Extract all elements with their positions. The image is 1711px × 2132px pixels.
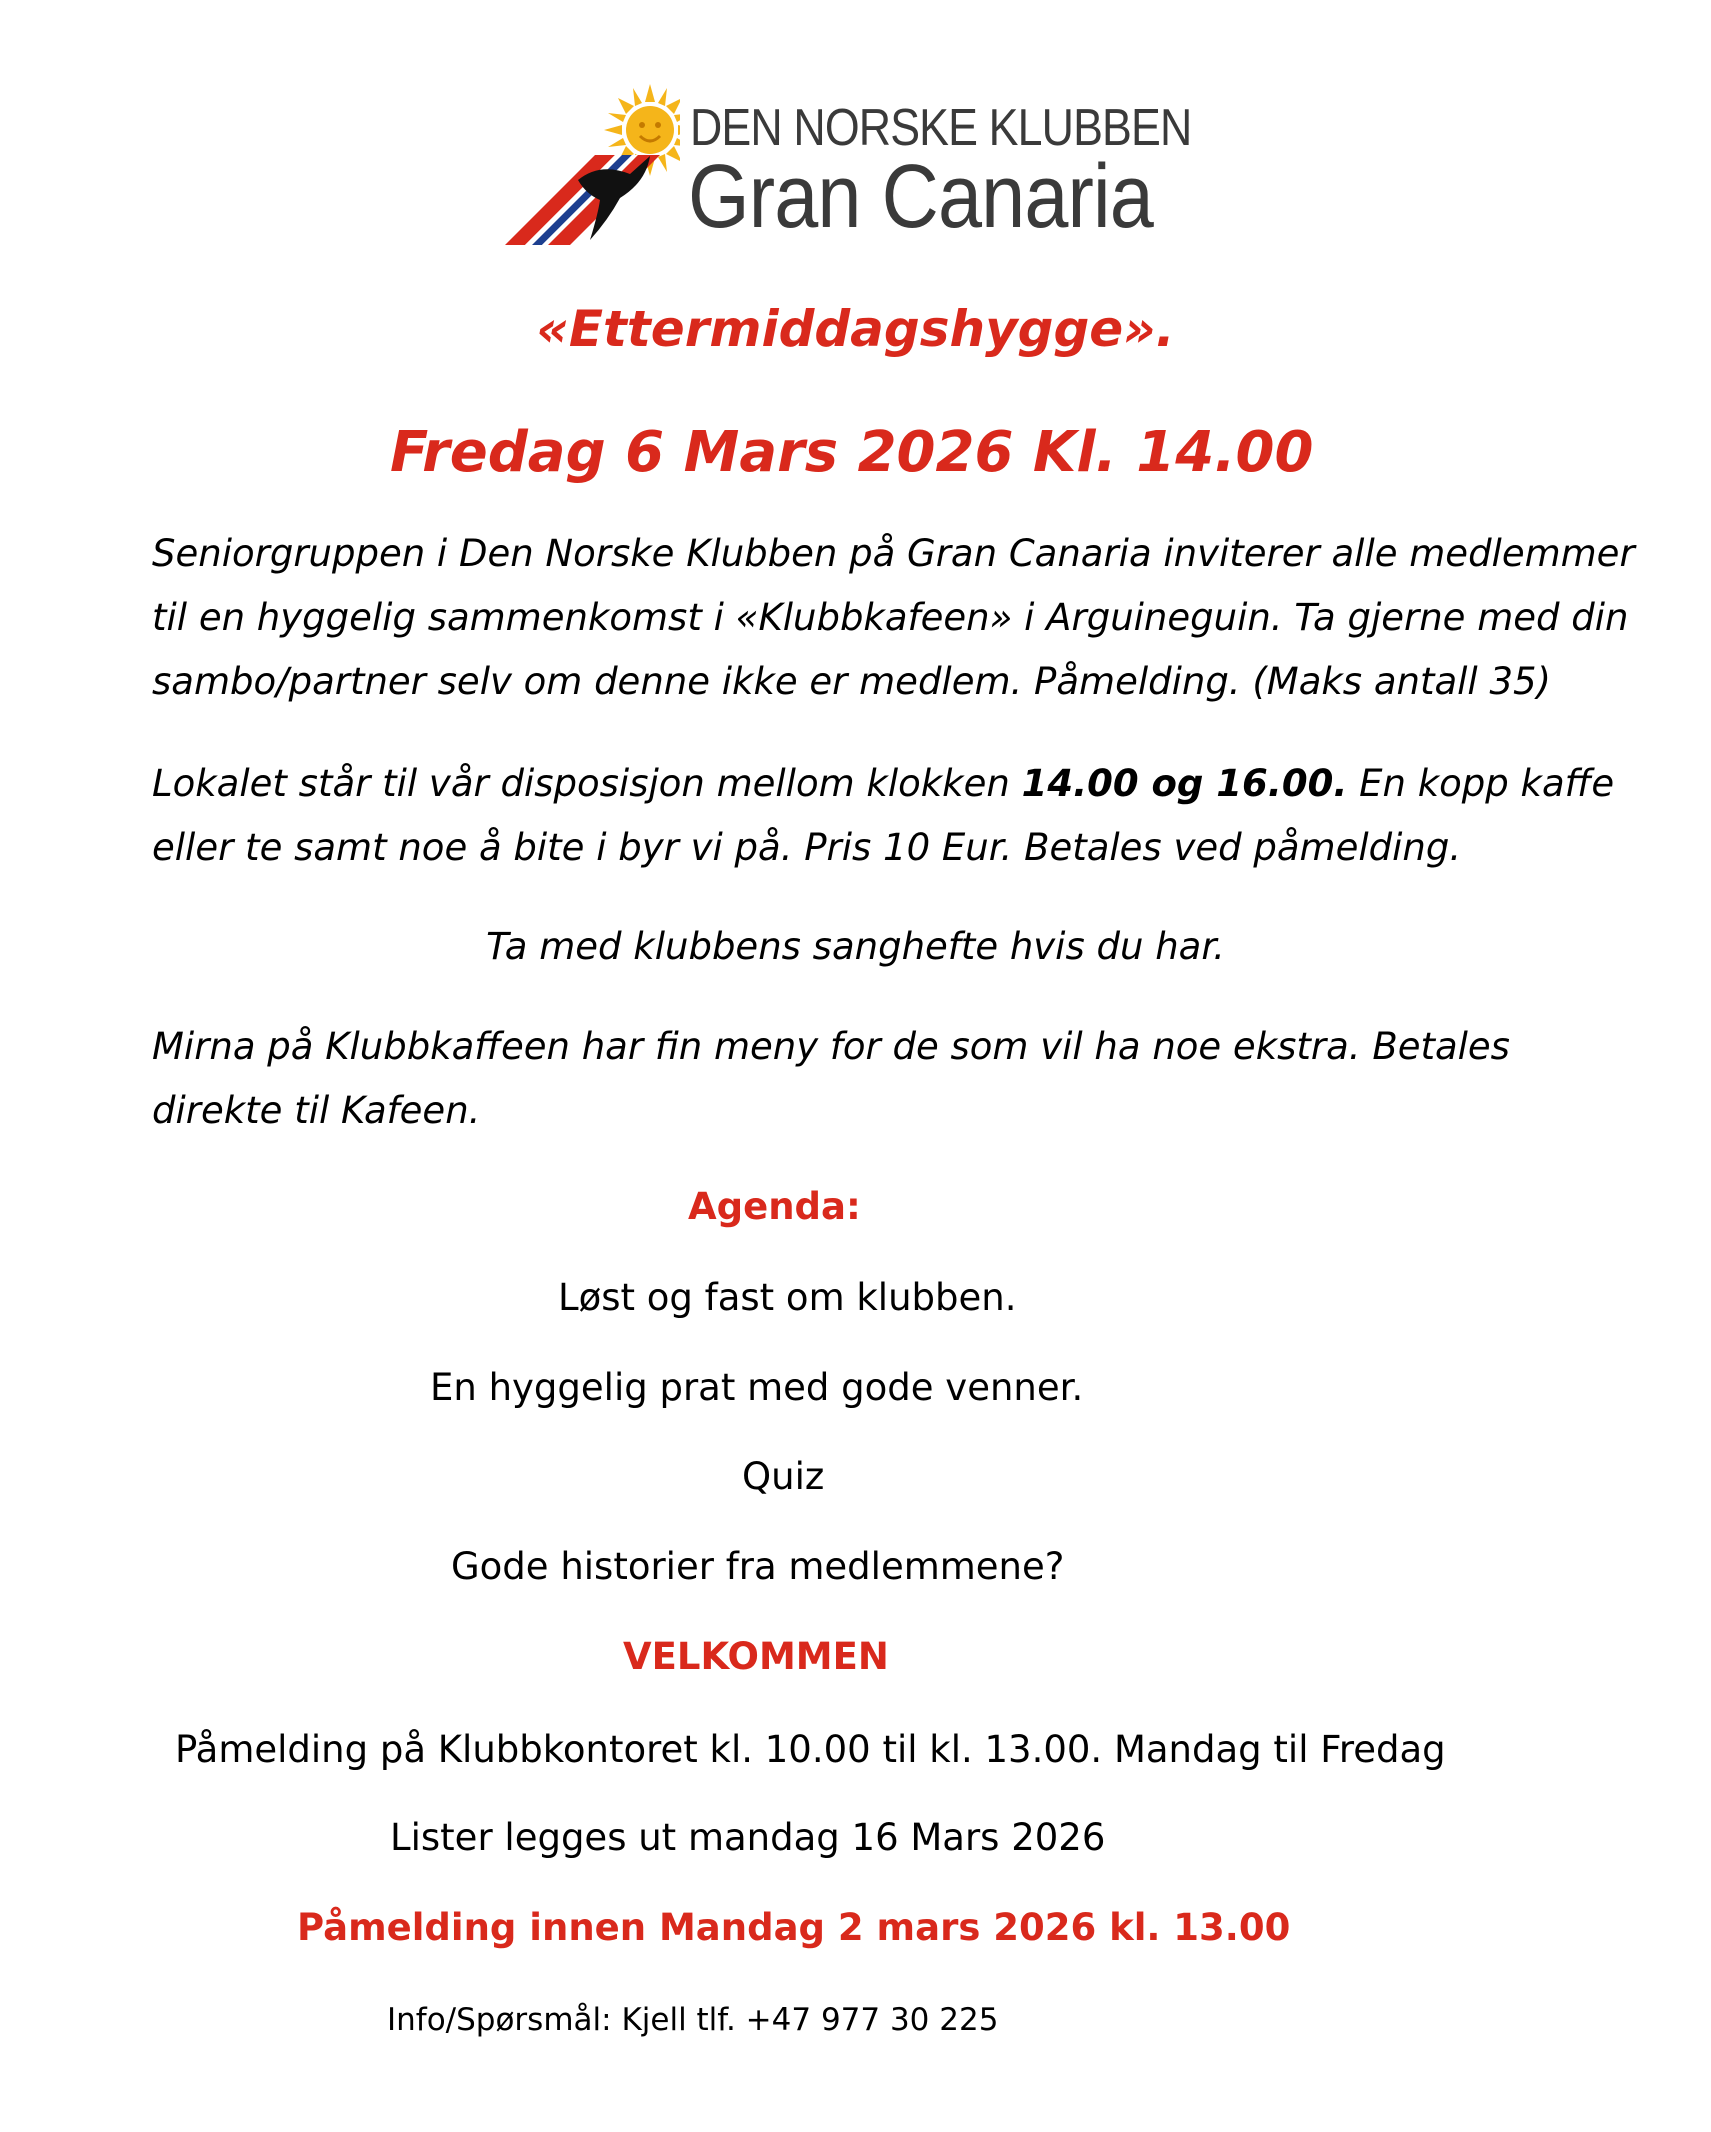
agenda-heading: Agenda:: [688, 1185, 861, 1228]
agenda-item: En hyggelig prat med gode venner.: [430, 1366, 1084, 1409]
registration-info: Påmelding på Klubbkontoret kl. 10.00 til kl. 13.00. Mandag til Fredag: [175, 1728, 1446, 1771]
registration-deadline: Påmelding innen Mandag 2 mars 2026 kl. 13.00: [297, 1906, 1291, 1949]
venue-text-before: Lokalet står til vår disposisjon mellom klokken: [152, 762, 1022, 805]
agenda-item: Quiz: [742, 1455, 825, 1498]
logo-club-name: DEN NORSKE KLUBBEN: [690, 99, 1192, 157]
logo-location: Gran Canaria: [688, 147, 1153, 247]
event-date: Fredag 6 Mars 2026 Kl. 14.00: [390, 420, 1314, 485]
songbook-note: Ta med klubbens sanghefte hvis du har.: [486, 925, 1225, 968]
welcome-text: VELKOMMEN: [623, 1635, 889, 1678]
sun-and-swallow-logo-icon: [500, 80, 680, 250]
venue-paragraph: [152, 752, 1652, 880]
venue-time: 14.00 og 16.00.: [1021, 762, 1348, 805]
menu-note: Mirna på Klubbkaffeen har fin meny for de som vil ha noe ekstra. Betales direkte til Kafeen.: [152, 1025, 1510, 1132]
agenda-item: Løst og fast om klubben.: [558, 1276, 1017, 1319]
intro-paragraph: Seniorgruppen i Den Norske Klubben på Gran Canaria inviterer alle medlemmer til en hyggelig sammenkomst i «Klubbkafeen» i Arguineguin. Ta gjerne med din sambo/partner selv om denne ikke er medlem. Påmelding. (Maks antall 35): [152, 532, 1635, 703]
lists-info: Lister legges ut mandag 16 Mars 2026: [390, 1816, 1106, 1859]
contact-info: Info/Spørsmål: Kjell tlf. +47 977 30 225: [387, 2002, 999, 2038]
agenda-item: Gode historier fra medlemmene?: [451, 1545, 1065, 1588]
event-title: «Ettermiddagshygge».: [536, 300, 1175, 358]
venue-text-after: En kopp kaffe eller te samt noe å bite i byr vi på. Pris 10 Eur. Betales ved påmelding.: [152, 762, 1615, 869]
